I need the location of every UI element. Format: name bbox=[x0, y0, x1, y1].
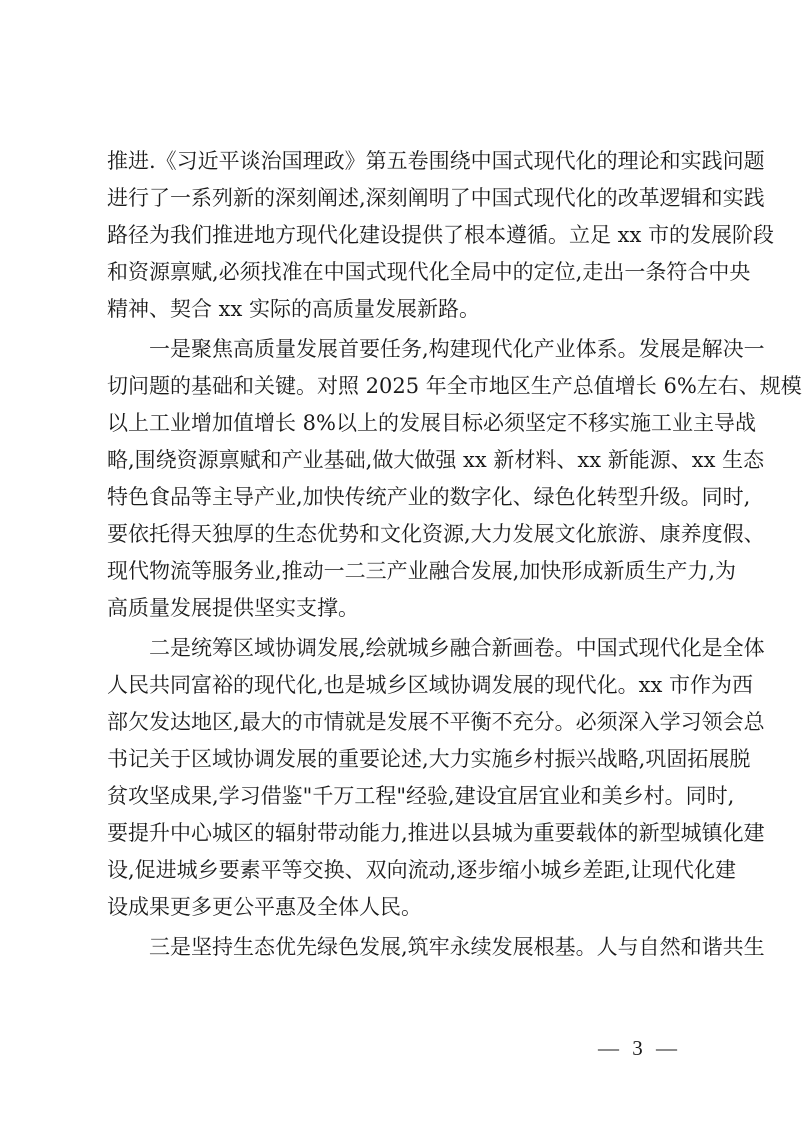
text-line: 要依托得天独厚的生态优势和文化资源,大力发展文化旅游、康养度假、 bbox=[107, 522, 765, 546]
text-line: 和资源禀赋,必须找准在中国式现代化全局中的定位,走出一条符合中央 bbox=[107, 260, 751, 284]
text-line: 设成果更多更公平惠及全体人民。 bbox=[107, 895, 422, 919]
text-line: 贫攻坚成果,学习借鉴"千万工程"经验,建设宜居宜业和美乡村。同时, bbox=[107, 784, 735, 808]
text-line: 要提升中心城区的辐射带动能力,推进以县城为重要载体的新型城镇化建 bbox=[107, 821, 765, 845]
text-line: 一是聚焦高质量发展首要任务,构建现代化产业体系。发展是解决一 bbox=[149, 337, 765, 361]
text-line: 精神、契合 xx 实际的高质量发展新路。 bbox=[107, 297, 481, 321]
text-line: 特色食品等主导产业,加快传统产业的数字化、绿色化转型升级。同时, bbox=[107, 485, 751, 509]
paragraph bbox=[107, 143, 775, 328]
text-line: 书记关于区域协调发展的重要论述,大力实施乡村振兴战略,巩固拓展脱 bbox=[107, 747, 751, 771]
text-line: 切问题的基础和关键。对照 2025 年全市地区生产总值增长 6%左右、规模 bbox=[107, 374, 802, 398]
text-line: 推进.《习近平谈治国理政》第五卷围绕中国式现代化的理论和实践问题 bbox=[107, 149, 765, 173]
text-line: 路径为我们推进地方现代化建设提供了根本遵循。立足 xx 市的发展阶段 bbox=[107, 223, 775, 247]
text-line: 现代物流等服务业,推动一二三产业融合发展,加快形成新质生产力,为 bbox=[107, 559, 737, 583]
paragraph bbox=[107, 331, 802, 627]
paragraph bbox=[107, 630, 765, 926]
document-body bbox=[107, 143, 802, 969]
text-line: 人民共同富裕的现代化,也是城乡区域协调发展的现代化。xx 市作为西 bbox=[107, 673, 754, 697]
text-line: 高质量发展提供坚实支撑。 bbox=[107, 596, 359, 620]
text-line: 二是统筹区域协调发展,绘就城乡融合新画卷。中国式现代化是全体 bbox=[149, 636, 765, 660]
page-number: — 3 — bbox=[598, 1036, 681, 1060]
text-line: 三是坚持生态优先绿色发展,筑牢永续发展根基。人与自然和谐共生 bbox=[149, 935, 765, 959]
paragraph bbox=[107, 929, 765, 966]
text-line: 设,促进城乡要素平等交换、双向流动,逐步缩小城乡差距,让现代化建 bbox=[107, 858, 737, 882]
text-line: 部欠发达地区,最大的市情就是发展不平衡不充分。必须深入学习领会总 bbox=[107, 710, 765, 734]
text-line: 进行了一系列新的深刻阐述,深刻阐明了中国式现代化的改革逻辑和实践 bbox=[107, 186, 765, 210]
text-line: 以上工业增加值增长 8%以上的发展目标必须坚定不移实施工业主导战 bbox=[107, 411, 756, 435]
text-line: 略,围绕资源禀赋和产业基础,做大做强 xx 新材料、xx 新能源、xx 生态 bbox=[107, 448, 765, 472]
